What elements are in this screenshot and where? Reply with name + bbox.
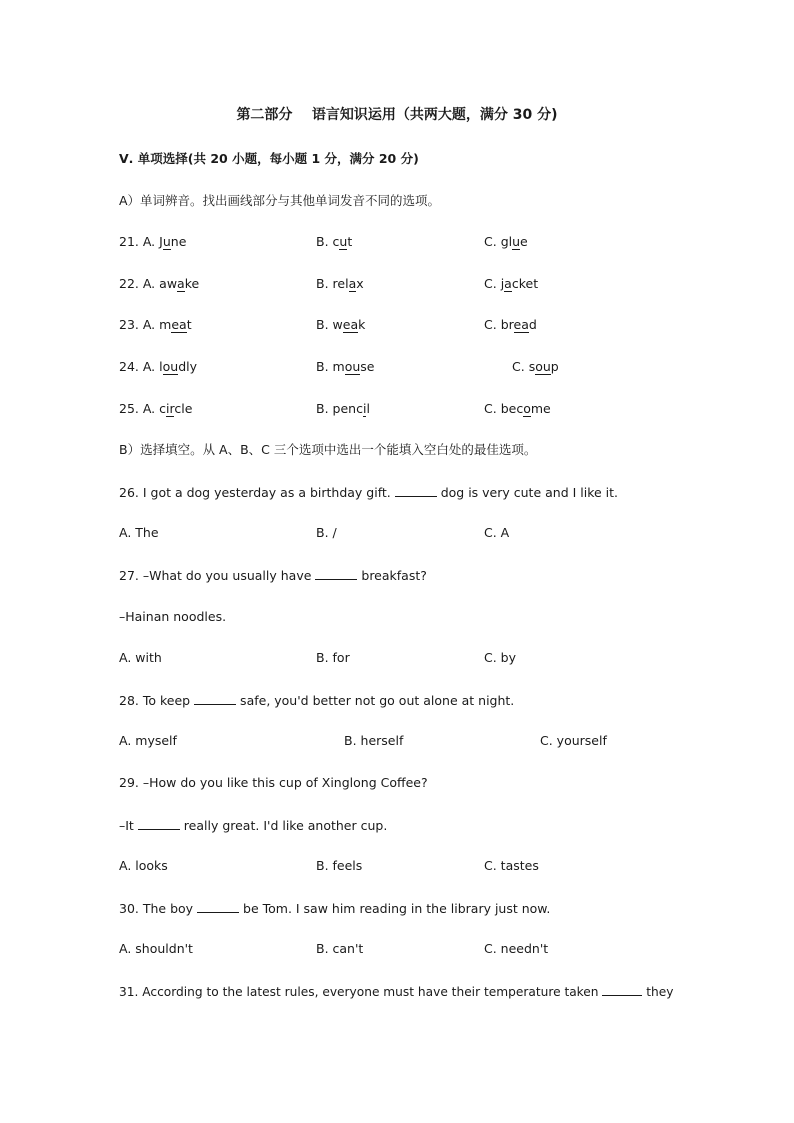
underlined-part: u [162,234,171,249]
question-26-stem: 26. I got a dog yesterday as a birthday gift. dog is very cute and I like it. [119,485,619,500]
option-c: C. jacket [484,276,539,291]
q27-option-b: B. for [316,650,350,665]
q27-option-a: A. with [119,650,162,665]
q26-option-b: B. / [316,525,337,540]
answer-blank [138,817,180,830]
option-b: B. weak [316,317,366,332]
question-28-stem: 28. To keep safe, you'd better not go out alone at night. [119,693,515,708]
page-title: 第二部分 语言知识运用（共两大题，满分 30 分) [236,107,558,123]
option-a: 24. A. loudly [119,359,198,374]
q27-option-c: C. by [484,650,517,665]
question-27-stem: 27. –What do you usually have breakfast? [119,568,427,583]
answer-blank [602,983,642,996]
part-b-instruction: B）选择填空。从 A、B、C 三个选项中选出一个能填入空白处的最佳选项。 [119,442,537,457]
option-b: B. mouse [316,359,375,374]
question-31-stem: 31. According to the latest rules, everyone must have their temperature taken they [119,985,674,999]
q29-option-b: B. feels [316,858,363,873]
answer-blank [197,900,239,913]
underlined-part: i [362,401,367,416]
question-30-stem: 30. The boy be Tom. I saw him reading in the library just now. [119,901,551,916]
q28-option-c: C. yourself [540,733,607,748]
question-29-reply: –It really great. I'd like another cup. [119,818,388,833]
underlined-part: o [523,401,531,416]
option-c: C. glue [484,234,528,249]
underlined-part: ou [344,359,361,374]
option-b: B. pencil [316,401,370,416]
answer-blank [395,484,437,497]
question-27-reply: –Hainan noodles. [119,609,227,624]
option-a: 23. A. meat [119,317,192,332]
answer-blank [194,692,236,705]
option-b: B. cut [316,234,353,249]
option-a: 22. A. awake [119,276,200,291]
answer-blank [315,567,357,580]
underlined-part: ea [171,317,187,332]
underlined-part: ou [162,359,179,374]
option-c: C. bread [484,317,537,332]
option-a: 21. A. June [119,234,187,249]
q26-option-a: A. The [119,525,159,540]
option-c: C. become [484,401,551,416]
underlined-part: a [348,276,357,291]
q29-option-c: C. tastes [484,858,539,873]
q30-option-b: B. can't [316,941,364,956]
option-c: C. soup [512,359,559,374]
underlined-part: ir [166,401,175,416]
q26-option-c: C. A [484,525,510,540]
underlined-part: u [512,234,521,249]
q28-option-b: B. herself [344,733,404,748]
question-29-stem: 29. –How do you like this cup of Xinglong Coffee? [119,775,428,790]
option-b: B. relax [316,276,364,291]
underlined-part: u [339,234,348,249]
section-heading: Ⅴ. 单项选择(共 20 小题，每小题 1 分，满分 20 分) [119,151,419,166]
option-a: 25. A. circle [119,401,193,416]
underlined-part: a [504,276,512,291]
underlined-part: ea [342,317,359,332]
q29-option-a: A. looks [119,858,168,873]
underlined-part: ea [513,317,529,332]
underlined-part: a [177,276,185,291]
q28-option-a: A. myself [119,733,177,748]
q30-option-a: A. shouldn't [119,941,193,956]
part-a-instruction: A）单词辨音。找出画线部分与其他单词发音不同的选项。 [119,193,441,208]
underlined-part: ou [535,359,551,374]
q30-option-c: C. needn't [484,941,549,956]
